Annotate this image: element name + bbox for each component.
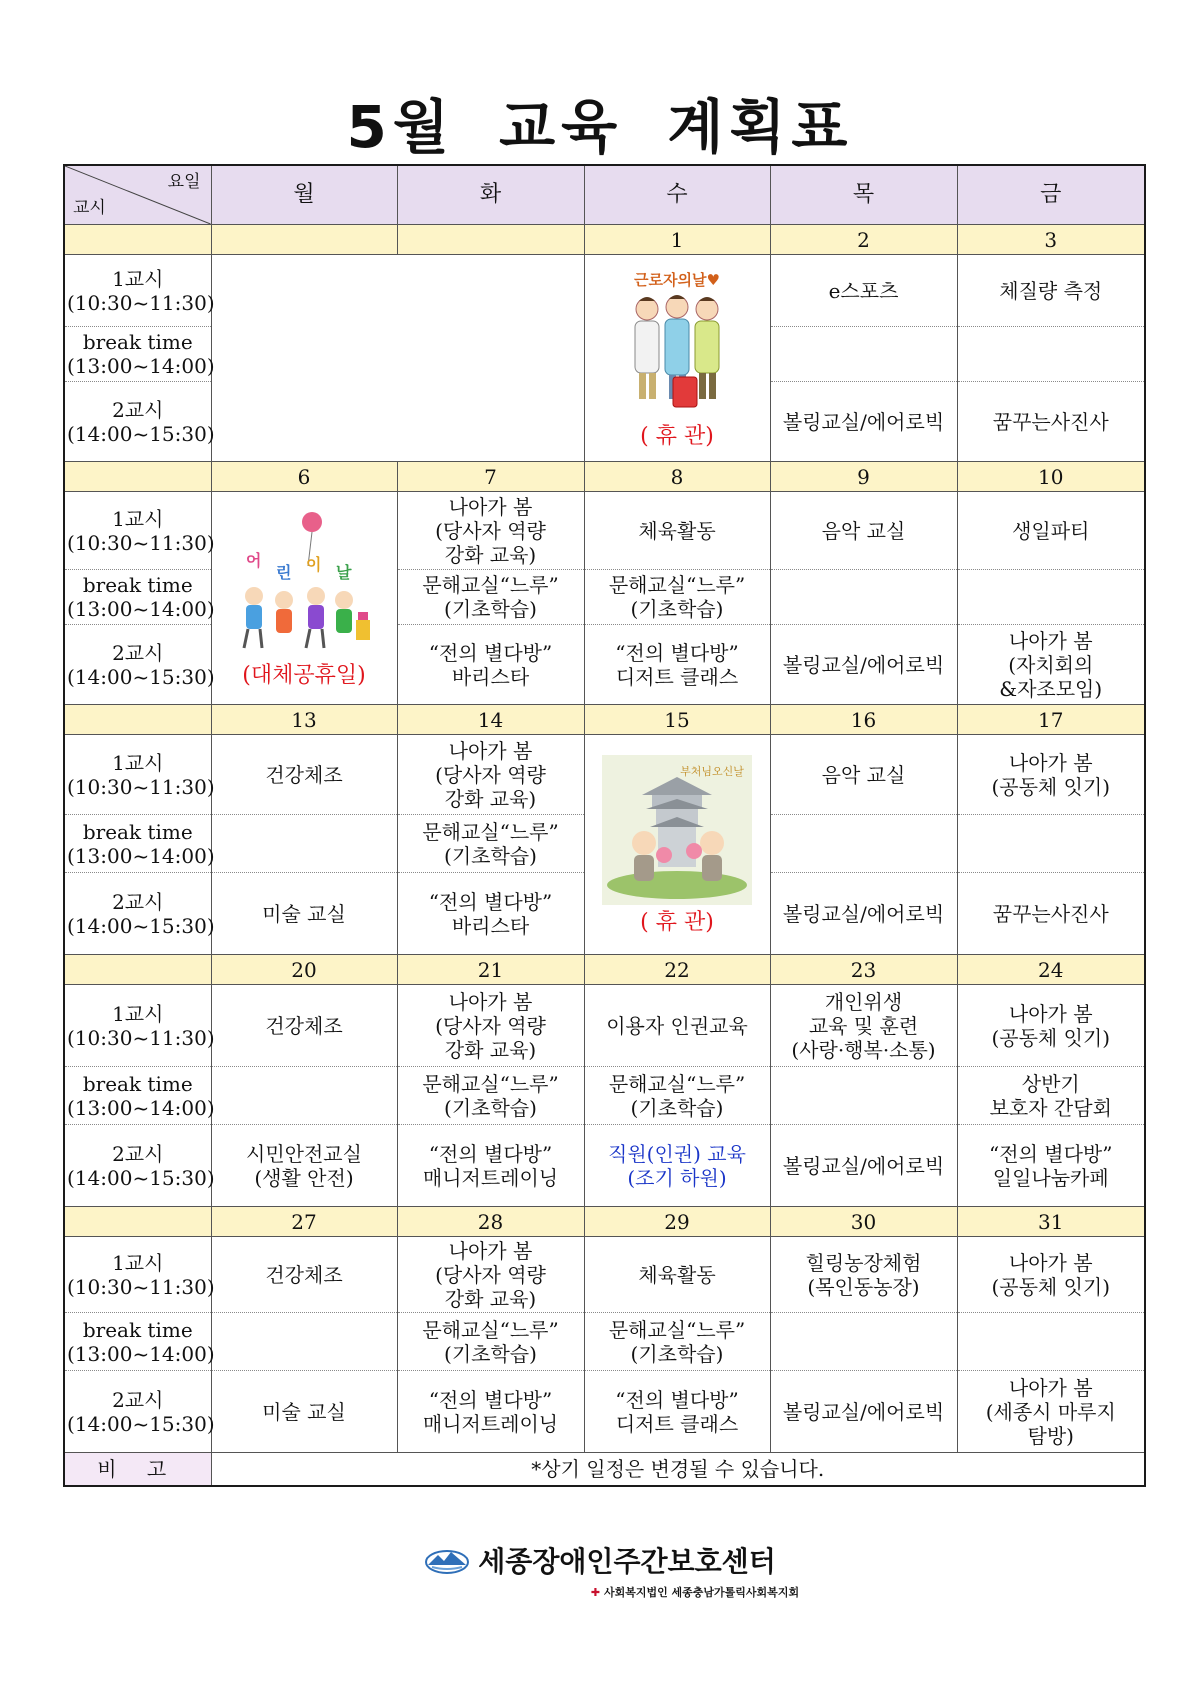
activity-cell [211,1067,397,1125]
activity-line: 직원(인권) 교육 [608,1141,746,1166]
activity-line: “전의 별다방” [615,1387,739,1412]
activity-line: 상반기 [1021,1071,1080,1096]
period-time: (14:00~15:30) [67,421,215,446]
activity-line: 문해교실“느루” [608,1317,746,1342]
activity-line: 강화 교육) [444,786,537,811]
activity-line: 시민안전교실 [246,1141,362,1166]
date-cell: 6 [211,462,397,492]
activity-line: (조기 하원) [627,1165,727,1190]
activity-line: 볼링교실/에어로빅 [782,1153,945,1178]
date-cell: 20 [211,955,397,985]
activity-cell [211,1237,397,1313]
activity-line: (공동체 잇기) [991,774,1111,799]
date-cell: 22 [584,955,770,985]
activity-cell [957,1371,1145,1453]
activity-cell [397,492,584,570]
date-cell: 7 [397,462,584,492]
activity-line: 음악 교실 [821,518,906,543]
date-cell [211,225,397,255]
org-subtitle [0,1584,1200,1600]
day-header: 목 [770,165,957,225]
schedule-row [64,985,1145,1067]
period-1-cell [64,985,215,1067]
cross-icon: ✚ [590,1586,601,1599]
svg-text:부처님오신날: 부처님오신날 [680,764,744,778]
activity-cell [957,985,1145,1067]
activity-line: (기초학습) [630,1095,724,1120]
period-2-cell [64,1371,215,1453]
activity-line: 볼링교실/에어로빅 [782,1399,945,1424]
schedule-row [64,1125,1145,1207]
activity-cell [770,1313,957,1371]
date-cell: 17 [957,705,1145,735]
date-cell: 1 [584,225,770,255]
date-row [64,955,1145,985]
activity-line: 건강체조 [265,1262,343,1287]
period-2-cell [64,873,215,955]
period-time: (13:00~14:00) [67,597,215,621]
period-time: (14:00~15:30) [67,1165,215,1190]
activity-line: 개인위생 [824,989,903,1014]
period-time: (14:00~15:30) [67,913,215,938]
activity-cell [397,815,584,873]
activity-cell [211,1125,397,1207]
activity-cell [957,1125,1145,1207]
period-label: break time [82,1071,193,1096]
date-cell: 28 [397,1207,584,1237]
org-name-row [424,1540,776,1580]
empty-cell [211,255,584,462]
page-title: 5월 교육 계획표 [346,93,854,161]
activity-cell [584,1067,770,1125]
note-label: 비 고 [64,1453,211,1487]
activity-line: 문해교실“느루” [608,573,746,597]
activity-line: 나아가 봄 [1008,628,1093,653]
activity-line: 볼링교실/에어로빅 [782,652,945,677]
holiday-cell [211,492,397,705]
period-1-cell [64,1237,215,1313]
schedule-table [63,164,1146,1487]
activity-cell [584,1237,770,1313]
activity-line: 볼링교실/에어로빅 [782,901,945,926]
activity-line: 나아가 봄 [448,1238,533,1263]
date-cell: 3 [957,225,1145,255]
activity-line: 바리스타 [451,664,530,689]
period-time: (10:30~11:30) [67,290,215,315]
activity-line: 나아가 봄 [1008,1001,1093,1026]
period-2-cell [64,625,215,705]
schedule-row [64,1237,1145,1313]
period-label: 1교시 [112,266,164,291]
period-label: break time [82,819,193,844]
activity-line: (당사자 역량 [435,1262,546,1287]
activity-cell [397,873,584,955]
activity-line: 문해교실“느루” [422,819,559,844]
activity-cell [584,625,770,705]
buddha-birthday-illustration [602,755,752,905]
activity-cell [397,735,584,815]
activity-cell [584,570,770,625]
date-cell: 30 [770,1207,957,1237]
svg-text:근로자의날♥: 근로자의날♥ [634,271,720,289]
activity-cell [397,570,584,625]
period-label: 2교시 [112,397,164,422]
activity-cell [211,735,397,815]
date-cell: 8 [584,462,770,492]
schedule-row [64,1371,1145,1453]
holiday-label: (대체공휴일) [242,663,366,688]
date-row [64,705,1145,735]
svg-text:이: 이 [306,555,322,574]
activity-cell [770,625,957,705]
date-cell: 13 [211,705,397,735]
activity-line: 문해교실“느루” [422,1071,559,1096]
period-label: 1교시 [112,1001,164,1026]
svg-text:린: 린 [276,563,292,582]
activity-cell [770,327,957,382]
activity-line: 생일파티 [1012,518,1090,543]
activity-line: (세종시 마루지 [985,1399,1116,1424]
period-time: (13:00~14:00) [67,1095,215,1120]
activity-line: 문해교실“느루” [422,573,559,597]
activity-line: 음악 교실 [821,762,906,787]
period-time: (13:00~14:00) [67,354,215,378]
activity-cell [397,1371,584,1453]
period-label: break time [82,1317,193,1342]
activity-cell [584,1371,770,1453]
period-1-cell [64,735,215,815]
date-cell: 10 [957,462,1145,492]
activity-cell [957,492,1145,570]
break-period-cell [64,1067,215,1125]
period-time: (13:00~14:00) [67,843,215,868]
activity-cell: 꿈꾸는사진사 [957,382,1145,462]
date-row [64,1207,1145,1237]
activity-cell [957,1067,1145,1125]
activity-line: (생활 안전) [254,1165,354,1190]
activity-line: 이용자 인권교육 [606,1013,748,1038]
activity-cell [397,1237,584,1313]
activity-cell [957,815,1145,873]
activity-cell [770,492,957,570]
activity-line: 탐방) [1027,1423,1074,1448]
period-2-cell [64,1125,215,1207]
schedule-row [64,735,1145,815]
activity-cell [211,985,397,1067]
activity-cell [397,985,584,1067]
activity-line: (기초학습) [444,1095,537,1120]
date-blank [64,1207,211,1237]
activity-line: 나아가 봄 [1008,750,1093,775]
corner-day-label: 요일 [167,172,201,192]
activity-line: (목인동농장) [807,1274,920,1299]
activity-line: 나아가 봄 [448,738,533,763]
activity-line: 나아가 봄 [1008,1375,1093,1400]
date-cell: 21 [397,955,584,985]
schedule-row [64,1067,1145,1125]
break-period-cell [64,815,215,873]
date-cell: 27 [211,1207,397,1237]
date-cell: 14 [397,705,584,735]
activity-line: “전의 별다방” [989,1141,1113,1166]
activity-line: “전의 별다방” [428,889,553,914]
activity-line: (당사자 역량 [435,762,546,787]
svg-text:어: 어 [246,551,262,570]
period-time: (10:30~11:30) [67,530,215,555]
activity-line: (당사자 역량 [435,1013,546,1038]
activity-cell [211,1313,397,1371]
header-row [64,165,1145,225]
activity-line: 강화 교육) [444,1037,537,1062]
activity-cell [770,985,957,1067]
activity-line: 나아가 봄 [1008,1250,1093,1275]
period-label: 1교시 [112,506,164,531]
labor-day-illustration [617,267,737,417]
period-time: (10:30~11:30) [67,774,215,799]
period-label: 2교시 [112,640,164,665]
date-cell: 24 [957,955,1145,985]
period-time: (14:00~15:30) [67,1411,215,1436]
period-label: break time [82,573,193,597]
activity-cell [957,873,1145,955]
period-time: (10:30~11:30) [67,1274,215,1299]
activity-cell [211,873,397,955]
activity-cell [957,1313,1145,1371]
activity-cell [957,735,1145,815]
childrens-day-illustration [234,508,374,658]
activity-line: (자치회의 [1008,652,1094,677]
activity-cell [397,1313,584,1371]
activity-line: 강화 교육) [444,1286,537,1311]
date-cell: 23 [770,955,957,985]
activity-line: &자조모임) [999,676,1103,701]
activity-cell [584,492,770,570]
activity-line: 나아가 봄 [448,494,533,519]
date-blank [64,225,211,255]
schedule-row [64,1313,1145,1371]
date-cell [397,225,584,255]
note-text: *상기 일정은 변경될 수 있습니다. [211,1453,1145,1487]
activity-line: (당사자 역량 [435,518,546,543]
period-time: (14:00~15:30) [67,664,215,689]
date-row [64,225,1145,255]
holiday-cell [584,735,770,955]
activity-line: (사랑·행복·소통) [791,1037,936,1062]
activity-line: 건강체조 [265,1013,343,1038]
activity-line: “전의 별다방” [615,640,739,665]
activity-line: (기초학습) [444,843,537,868]
activity-cell [957,570,1145,625]
day-header: 월 [211,165,397,225]
activity-line: “전의 별다방” [428,1387,553,1412]
schedule-row [64,255,1145,327]
svg-text:날: 날 [336,563,352,582]
period-label: break time [82,330,193,354]
activity-cell [770,815,957,873]
activity-cell [770,1067,957,1125]
activity-line: 교육 및 훈련 [808,1013,919,1038]
activity-cell [770,1125,957,1207]
date-cell: 15 [584,705,770,735]
activity-cell [770,735,957,815]
date-blank [64,462,211,492]
period-time: (10:30~11:30) [67,1025,215,1050]
activity-cell [770,1237,957,1313]
period-1-cell [64,492,215,570]
activity-line: 건강체조 [265,762,343,787]
period-2-cell [64,382,215,462]
day-header: 화 [397,165,584,225]
org-name: 세종장애인주간보호센터 [478,1545,776,1578]
holiday-cell [584,255,770,462]
activity-line: (기초학습) [444,597,537,621]
day-header: 수 [584,165,770,225]
activity-line: “전의 별다방” [428,1141,553,1166]
activity-line: 강화 교육) [444,542,537,567]
date-cell: 29 [584,1207,770,1237]
activity-cell [584,1125,770,1207]
day-header: 금 [957,165,1145,225]
date-blank [64,955,211,985]
activity-cell [397,625,584,705]
activity-line: 나아가 봄 [448,989,533,1014]
period-1-cell [64,255,215,327]
activity-line: 매니저트레이닝 [422,1165,559,1190]
activity-line: 문해교실“느루” [608,1071,746,1096]
activity-line: 체육활동 [638,518,716,543]
activity-line: 힐링농장체험 [805,1250,922,1275]
activity-cell [770,873,957,955]
activity-cell [770,1371,957,1453]
activity-cell: 체질량 측정 [957,255,1145,327]
note-row [64,1453,1145,1487]
corner-period-label: 교시 [73,198,106,218]
period-label: 2교시 [112,889,164,914]
activity-line: 매니저트레이닝 [422,1411,559,1436]
activity-line: 바리스타 [451,913,530,938]
footer [0,1540,1200,1600]
activity-cell [584,1313,770,1371]
activity-cell [770,570,957,625]
holiday-label: ( 휴 관) [640,909,714,935]
activity-cell [397,1125,584,1207]
activity-line: 체육활동 [638,1262,716,1287]
activity-cell [957,327,1145,382]
date-blank [64,705,211,735]
break-period-cell [64,327,215,382]
activity-line: (공동체 잇기) [991,1274,1111,1299]
activity-cell [211,815,397,873]
activity-line: (기초학습) [630,597,724,621]
activity-line: 디저트 클래스 [615,1411,739,1436]
activity-line: (공동체 잇기) [991,1025,1111,1050]
activity-line: 문해교실“느루” [422,1317,559,1342]
date-cell: 9 [770,462,957,492]
date-cell: 31 [957,1207,1145,1237]
period-label: 1교시 [112,750,164,775]
activity-line: 디저트 클래스 [615,664,739,689]
corner-cell [64,165,211,225]
period-label: 2교시 [112,1387,164,1412]
activity-line: 일일나눔카페 [992,1165,1109,1190]
activity-cell: e스포츠 [770,255,957,327]
activity-cell [397,1067,584,1125]
activity-cell: 볼링교실/에어로빅 [770,382,957,462]
activity-line: 미술 교실 [262,1399,346,1424]
activity-line: (기초학습) [444,1341,537,1366]
center-logo-icon [424,1545,470,1575]
period-time: (13:00~14:00) [67,1341,215,1366]
break-period-cell [64,1313,215,1371]
activity-cell [584,985,770,1067]
holiday-label: ( 휴 관) [640,424,714,449]
period-label: 2교시 [112,1141,164,1166]
activity-cell [211,1371,397,1453]
activity-line: 미술 교실 [262,901,346,926]
activity-line: “전의 별다방” [428,640,553,665]
activity-line: 꿈꾸는사진사 [992,901,1109,926]
activity-line: (기초학습) [630,1341,724,1366]
break-period-cell [64,570,215,625]
activity-cell [957,625,1145,705]
activity-cell [957,1237,1145,1313]
org-subtitle-text: 사회복지법인 세종충남가톨릭사회복지회 [603,1586,800,1599]
activity-line: 보호자 간담회 [989,1095,1112,1120]
date-cell: 16 [770,705,957,735]
date-row [64,462,1145,492]
schedule-row [64,492,1145,570]
date-cell: 2 [770,225,957,255]
period-label: 1교시 [112,1250,164,1275]
